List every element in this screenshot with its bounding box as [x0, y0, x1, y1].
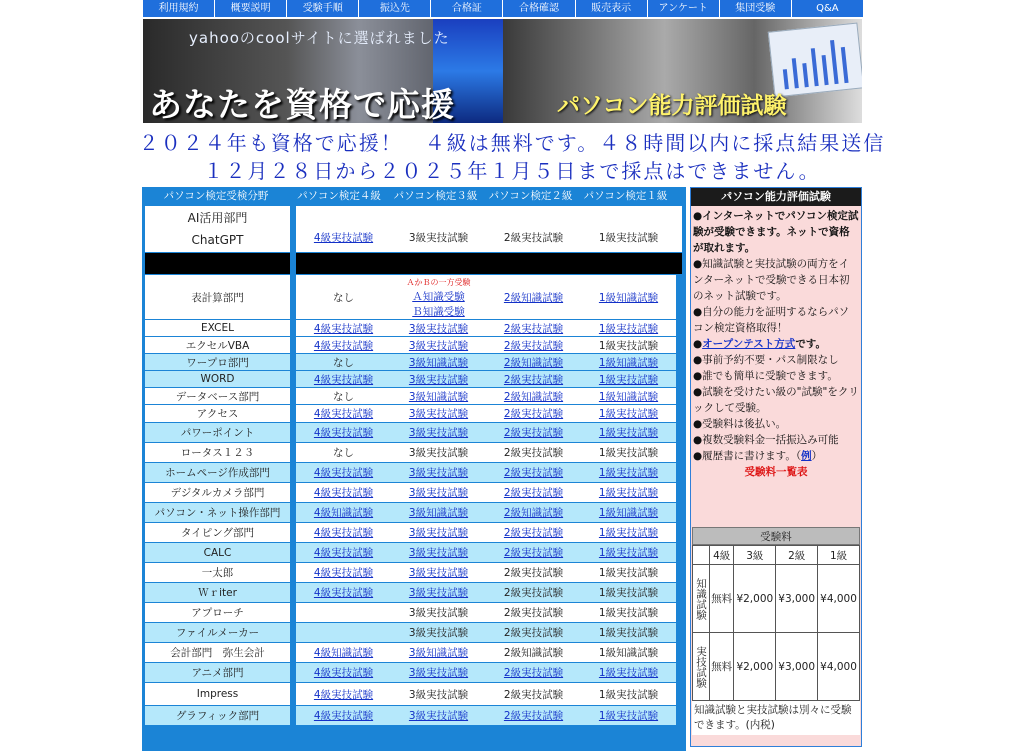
- exam-row-cell-c1: [581, 388, 676, 404]
- fee-table-title: 受験料: [692, 527, 860, 545]
- header-level4: パソコン検定４級: [297, 190, 381, 202]
- exam-row-cell-c3: [391, 443, 486, 462]
- exam-row-field: エクセルVBA: [145, 337, 290, 353]
- exam-row-cell-c4: [296, 503, 391, 522]
- exam-row-cell-c4: [296, 683, 391, 705]
- exam-row-cell-c3: [391, 623, 486, 642]
- fee-list-link[interactable]: 受験料一覧表: [744, 466, 808, 478]
- top-nav: [143, 0, 863, 17]
- exam-text-c1: 1級実技試験: [598, 447, 659, 459]
- exam-link-c4[interactable]: 4級実技試験: [313, 688, 374, 701]
- exam-link-c1[interactable]: 1級実技試験: [598, 667, 659, 679]
- exam-text-c4: なし: [333, 390, 354, 403]
- hyou-level1-cell: [581, 275, 676, 319]
- exam-row-cell-c2: [486, 643, 581, 662]
- fee-table: [692, 527, 860, 735]
- side-text-4-rest: です。: [795, 338, 826, 350]
- exam-link-c1[interactable]: 1級実技試験: [598, 373, 659, 386]
- exam-row-cell-c3: [391, 371, 486, 387]
- exam-row-cell-c3: [391, 603, 486, 622]
- exam-row-field: パワーポイント: [145, 423, 290, 442]
- fee-col-4: 4級: [710, 546, 734, 565]
- banner-right-title: パソコン能力評価試験: [557, 93, 787, 119]
- divider-cell-right: [296, 253, 682, 274]
- exam-row-field: アプローチ: [145, 603, 290, 622]
- exam-row: [142, 320, 686, 336]
- exam-row: [142, 354, 686, 370]
- exam-text-c2: 2級実技試験: [503, 607, 564, 619]
- exam-link-c3[interactable]: 3級実技試験: [408, 467, 469, 479]
- exam-row: [142, 583, 686, 602]
- exam-row-cell-c1: [581, 643, 676, 662]
- exam-link-c3[interactable]: 3級実技試験: [408, 427, 469, 439]
- exam-link-c4[interactable]: 4級実技試験: [313, 322, 374, 335]
- exam-row-cell-c1: [581, 320, 676, 336]
- exam-table: [142, 187, 686, 751]
- hyou-label: 表計算部門: [145, 275, 290, 319]
- exam-row-cell-c1: [581, 483, 676, 502]
- exam-link-c3[interactable]: 3級実技試験: [408, 408, 469, 420]
- exam-row-cell-c2: [486, 503, 581, 522]
- exam-link-c3[interactable]: 3級実技試験: [408, 710, 469, 722]
- exam-row: [142, 483, 686, 502]
- exam-row-cell-c2: [486, 623, 581, 642]
- exam-row: [142, 706, 686, 725]
- exam-link-c1[interactable]: 1級知識試験: [598, 507, 659, 519]
- hyou-level2-link[interactable]: 2級知識試験: [503, 291, 564, 304]
- exam-link-c4[interactable]: 4級実技試験: [313, 487, 374, 499]
- exam-link-c3[interactable]: 3級実技試験: [408, 567, 469, 579]
- exam-link-c2[interactable]: 2級実技試験: [503, 408, 564, 420]
- exam-row-cell-c4: [296, 388, 391, 404]
- exam-row-cell-c2: [486, 405, 581, 422]
- exam-link-c3[interactable]: 3級実技試験: [408, 547, 469, 559]
- exam-link-c4[interactable]: 4級実技試験: [313, 567, 374, 579]
- exam-row-cell-c1: [581, 706, 676, 725]
- chatgpt-level3: 3級実技試験: [408, 232, 469, 244]
- announcement-line-2: １２月２８日から２０２５年１月５日まで採点はできません。: [203, 159, 821, 183]
- exam-row-cell-c3: [391, 706, 486, 725]
- exam-link-c2[interactable]: 2級知識試験: [503, 356, 564, 369]
- exam-link-c2[interactable]: 2級実技試験: [503, 547, 564, 559]
- exam-row-cell-c3: [391, 563, 486, 582]
- exam-text-c4: なし: [333, 447, 354, 459]
- exam-row-field: ホームページ作成部門: [145, 463, 290, 482]
- exam-text-c3: 3級実技試験: [408, 447, 469, 459]
- hyou-level2-cell: [486, 275, 581, 319]
- exam-link-c4[interactable]: 4級実技試験: [313, 547, 374, 559]
- exam-row-cell-c1: [581, 523, 676, 542]
- fee-note: 知識試験と実技試験は別々に受験できます。(内税): [692, 701, 860, 735]
- exam-row-cell-c1: [581, 603, 676, 622]
- exam-row-cell-c1: [581, 463, 676, 482]
- side-text-4: ●オープンテスト方式です。: [693, 338, 826, 350]
- chatgpt-label: ChatGPT: [191, 233, 244, 247]
- nav-link-3[interactable]: 振込先: [359, 0, 431, 17]
- exam-text-c2: 2級実技試験: [503, 567, 564, 579]
- side-text-6: ●誰でも簡単に受験できます。: [693, 370, 838, 382]
- black-divider-row: [142, 253, 686, 274]
- exam-row-cell-c4: [296, 371, 391, 387]
- exam-row-cell-c4: [296, 337, 391, 353]
- exam-row-cell-c1: [581, 405, 676, 422]
- exam-row-cell-c1: [581, 503, 676, 522]
- exam-row-field: アニメ部門: [145, 663, 290, 682]
- side-text-5: ●事前予約不要・パス制限なし: [693, 354, 839, 366]
- chatgpt-row: [142, 206, 686, 252]
- exam-row-cell-c1: [581, 337, 676, 353]
- exam-text-c2: 2級実技試験: [503, 587, 564, 599]
- exam-row-cell-c2: [486, 706, 581, 725]
- side-text-9: ●複数受験料金一括振込み可能: [693, 434, 839, 446]
- exam-row-cell-c4: [296, 563, 391, 582]
- exam-row-cell-c2: [486, 443, 581, 462]
- nav-link-7[interactable]: アンケート: [648, 0, 720, 17]
- exam-row-field: タイピング部門: [145, 523, 290, 542]
- exam-text-c2: 2級知識試験: [503, 647, 564, 659]
- exam-row: [142, 443, 686, 462]
- exam-row-field: 会計部門 弥生会計: [145, 643, 290, 662]
- fee-practical-2: ¥3,000: [776, 633, 818, 701]
- side-text-7: ●試験を受けたい級の"試験"をクリックして受験。: [693, 386, 859, 414]
- exam-row: [142, 405, 686, 422]
- side-text-10: [693, 448, 859, 464]
- exam-row-cell-c3: [391, 423, 486, 442]
- exam-row-cell-c3: [391, 320, 486, 336]
- exam-row-field: データベース部門: [145, 388, 290, 404]
- side-panel-body: [691, 206, 861, 480]
- exam-row-cell-c2: [486, 388, 581, 404]
- exam-text-c1: 1級実技試験: [598, 688, 659, 701]
- exam-row-cell-c1: [581, 443, 676, 462]
- hyou-b-link[interactable]: Ｂ知識受験: [412, 305, 465, 318]
- exam-row-field: 一太郎: [145, 563, 290, 582]
- exam-link-c4[interactable]: 4級実技試験: [313, 427, 374, 439]
- exam-link-c2[interactable]: 2級実技試験: [503, 467, 564, 479]
- exam-rows: [142, 320, 686, 725]
- exam-row-cell-c1: [581, 563, 676, 582]
- chatgpt-level4-link[interactable]: 4級実技試験: [313, 232, 374, 244]
- exam-row: [142, 683, 686, 705]
- side-text-8: ●受験料は後払い。: [693, 418, 787, 430]
- exam-row-cell-c1: [581, 354, 676, 370]
- header-level2: パソコン検定２級: [488, 190, 573, 202]
- exam-link-c3[interactable]: 3級実技試験: [408, 667, 469, 679]
- fee-knowledge-1: ¥4,000: [818, 565, 860, 633]
- exam-row-cell-c3: [391, 483, 486, 502]
- exam-link-c3[interactable]: 3級実技試験: [408, 527, 469, 539]
- exam-row-cell-c2: [486, 320, 581, 336]
- exam-row: [142, 563, 686, 582]
- exam-row-field: ファイルメーカー: [145, 623, 290, 642]
- exam-row-field: CALC: [145, 543, 290, 562]
- exam-text-c1: 1級実技試験: [598, 607, 659, 619]
- exam-text-c3: 3級実技試験: [408, 607, 469, 619]
- exam-row-cell-c3: [391, 463, 486, 482]
- fee-col-3: 3級: [734, 546, 776, 565]
- exam-row-cell-c1: [581, 543, 676, 562]
- exam-row-cell-c1: [581, 371, 676, 387]
- hyou-note: ＡかＢの一方受験: [406, 277, 471, 287]
- nav-link-6[interactable]: 販売表示: [576, 0, 648, 17]
- exam-row-cell-c4: [296, 354, 391, 370]
- header-banner: [143, 19, 862, 123]
- exam-link-c3[interactable]: 3級知識試験: [408, 356, 469, 369]
- exam-link-c1[interactable]: 1級実技試験: [598, 322, 659, 335]
- exam-link-c4[interactable]: 4級実技試験: [313, 467, 374, 479]
- exam-row-cell-c3: [391, 523, 486, 542]
- exam-text-c4: なし: [333, 356, 354, 369]
- chatgpt-cells: [296, 206, 682, 252]
- exam-text-c2: 2級実技試験: [503, 627, 564, 639]
- nav-link-2[interactable]: 受験手順: [287, 0, 359, 17]
- exam-row-cell-c4: [296, 643, 391, 662]
- side-text-2: ●知識試験と実技試験の両方をインターネットで受験できる日本初のネット試験です。: [693, 258, 850, 302]
- exam-link-c4[interactable]: 4級実技試験: [313, 710, 374, 722]
- ai-section-label: AI活用部門: [187, 211, 248, 225]
- nav-link-5[interactable]: 合格確認: [503, 0, 575, 17]
- banner-top-text: yahooのcoolサイトに選ばれました: [189, 29, 450, 47]
- hyou-a-link[interactable]: Ａ知識受験: [412, 290, 465, 303]
- exam-row-field: Impress: [145, 683, 290, 705]
- exam-row-cell-c2: [486, 463, 581, 482]
- exam-link-c1[interactable]: 1級実技試験: [598, 467, 659, 479]
- open-test-link[interactable]: オープンテスト方式: [702, 338, 796, 350]
- exam-row-cell-c2: [486, 603, 581, 622]
- exam-link-c2[interactable]: 2級実技試験: [503, 339, 564, 352]
- exam-row: [142, 603, 686, 622]
- exam-link-c1[interactable]: 1級実技試験: [598, 547, 659, 559]
- exam-row: [142, 543, 686, 562]
- chatgpt-level1: 1級実技試験: [598, 232, 659, 244]
- exam-row-cell-c4: [296, 443, 391, 462]
- exam-link-c4[interactable]: 4級実技試験: [313, 527, 374, 539]
- exam-link-c2[interactable]: 2級知識試験: [503, 390, 564, 403]
- hyou-row: [142, 275, 686, 319]
- nav-link-9[interactable]: Q&A: [816, 3, 839, 14]
- exam-link-c2[interactable]: 2級実技試験: [503, 322, 564, 335]
- exam-row: [142, 371, 686, 387]
- exam-link-c4[interactable]: 4級実技試験: [313, 339, 374, 352]
- exam-row-cell-c2: [486, 543, 581, 562]
- exam-row-cell-c4: [296, 405, 391, 422]
- side-text-3: ●自分の能力を証明するならパソコン検定資格取得！: [693, 306, 850, 334]
- exam-link-c1[interactable]: 1級実技試験: [598, 527, 659, 539]
- exam-row-cell-c2: [486, 683, 581, 705]
- exam-link-c3[interactable]: 3級実技試験: [408, 322, 469, 335]
- exam-link-c4[interactable]: 4級実技試験: [313, 373, 374, 386]
- exam-row-cell-c4: [296, 523, 391, 542]
- exam-row: [142, 463, 686, 482]
- exam-row-cell-c2: [486, 663, 581, 682]
- exam-row-cell-c2: [486, 423, 581, 442]
- exam-text-c1: 1級実技試験: [598, 339, 659, 352]
- ai-section-cell: [145, 206, 290, 252]
- exam-row-field: グラフィック部門: [145, 706, 290, 725]
- exam-link-c2[interactable]: 2級実技試験: [503, 667, 564, 679]
- exam-row-cell-c4: [296, 543, 391, 562]
- exam-link-c1[interactable]: 1級実技試験: [598, 710, 659, 722]
- exam-row-field: アクセス: [145, 405, 290, 422]
- exam-row-cell-c4: [296, 623, 391, 642]
- exam-row-cell-c1: [581, 663, 676, 682]
- exam-row-cell-c1: [581, 683, 676, 705]
- side-text-10-start: ●履歴書に書けます。（: [693, 450, 802, 462]
- exam-row-cell-c1: [581, 583, 676, 602]
- exam-link-c4[interactable]: 4級知識試験: [313, 507, 374, 519]
- fee-practical-4: 無料: [710, 633, 734, 701]
- fee-col-2: 2級: [776, 546, 818, 565]
- exam-row-cell-c3: [391, 503, 486, 522]
- announcement-line-1: ２０２４年も資格で応援！ ４級は無料です。４８時間以内に採点結果送信: [138, 131, 886, 155]
- exam-row-cell-c2: [486, 371, 581, 387]
- fee-practical-3: ¥2,000: [734, 633, 776, 701]
- banner-main-text: あなたを資格で応援: [149, 85, 455, 123]
- side-text-1: ●インターネットでパソコン検定試験が受験できます。ネットで資格が取れます。: [693, 210, 859, 254]
- exam-row-cell-c3: [391, 354, 486, 370]
- header-level3: パソコン検定３級: [393, 190, 478, 202]
- exam-row-field: ロータス１２３: [145, 443, 290, 462]
- exam-row-field: デジタルカメラ部門: [145, 483, 290, 502]
- nav-link-1[interactable]: 概要説明: [215, 0, 287, 17]
- exam-link-c4[interactable]: 4級実技試験: [313, 408, 374, 420]
- exam-row: [142, 523, 686, 542]
- exam-row-cell-c3: [391, 683, 486, 705]
- exam-row-cell-c2: [486, 523, 581, 542]
- exam-text-c1: 1級実技試験: [598, 627, 659, 639]
- exam-text-c2: 2級実技試験: [503, 447, 564, 459]
- exam-link-c2[interactable]: 2級知識試験: [503, 507, 564, 519]
- exam-link-c3[interactable]: 3級知識試験: [408, 647, 469, 659]
- exam-link-c3[interactable]: 3級実技試験: [408, 487, 469, 499]
- exam-row-cell-c3: [391, 663, 486, 682]
- exam-row: [142, 388, 686, 404]
- exam-text-c1: 1級実技試験: [598, 587, 659, 599]
- exam-row-cell-c2: [486, 563, 581, 582]
- exam-row-cell-c3: [391, 405, 486, 422]
- fee-corner: [693, 546, 710, 565]
- fee-col-1: 1級: [818, 546, 860, 565]
- exam-row-cell-c3: [391, 643, 486, 662]
- exam-link-c1[interactable]: 1級実技試験: [598, 487, 659, 499]
- exam-row-cell-c3: [391, 583, 486, 602]
- exam-link-c2[interactable]: 2級実技試験: [503, 427, 564, 439]
- exam-row-cell-c2: [486, 483, 581, 502]
- hyou-level4: なし: [296, 275, 391, 319]
- exam-row-cell-c4: [296, 423, 391, 442]
- exam-row: [142, 337, 686, 353]
- exam-row-cell-c2: [486, 583, 581, 602]
- exam-row-field: EXCEL: [145, 320, 290, 336]
- exam-row-cell-c4: [296, 603, 391, 622]
- exam-row-cell-c2: [486, 354, 581, 370]
- exam-text-c3: 3級実技試験: [408, 688, 469, 701]
- exam-row-cell-c2: [486, 337, 581, 353]
- exam-link-c1[interactable]: 1級知識試験: [598, 356, 659, 369]
- exam-link-c2[interactable]: 2級実技試験: [503, 487, 564, 499]
- exam-link-c2[interactable]: 2級実技試験: [503, 527, 564, 539]
- exam-link-c3[interactable]: 3級知識試験: [408, 507, 469, 519]
- exam-link-c4[interactable]: 4級知識試験: [313, 647, 374, 659]
- exam-text-c2: 2級実技試験: [503, 688, 564, 701]
- nav-link-4[interactable]: 合格証: [431, 0, 503, 17]
- side-panel-title: パソコン能力評価試験: [691, 188, 861, 206]
- exam-row-cell-c4: [296, 320, 391, 336]
- fee-knowledge-4: 無料: [710, 565, 734, 633]
- chatgpt-level2: 2級実技試験: [503, 232, 564, 244]
- fee-grid: [692, 545, 860, 701]
- fee-row-knowledge-label: 知識試験: [693, 565, 710, 633]
- exam-row: [142, 643, 686, 662]
- exam-row: [142, 503, 686, 522]
- exam-row-cell-c4: [296, 663, 391, 682]
- divider-cell-left: [145, 253, 290, 274]
- exam-link-c3[interactable]: 3級知識試験: [408, 390, 469, 403]
- hyou-level3-cell: [391, 275, 486, 319]
- exam-link-c1[interactable]: 1級知識試験: [598, 390, 659, 403]
- exam-row: [142, 623, 686, 642]
- exam-text-c1: 1級知識試験: [598, 647, 659, 659]
- exam-link-c3[interactable]: 3級実技試験: [408, 339, 469, 352]
- nav-link-8[interactable]: 集団受験: [720, 0, 792, 17]
- exam-row-cell-c4: [296, 463, 391, 482]
- nav-link-0[interactable]: 利用規約: [143, 0, 215, 17]
- exam-row-cell-c1: [581, 423, 676, 442]
- exam-row-field: ワープロ部門: [145, 354, 290, 370]
- exam-row-cell-c4: [296, 583, 391, 602]
- exam-link-c2[interactable]: 2級実技試験: [503, 710, 564, 722]
- exam-row-cell-c4: [296, 706, 391, 725]
- exam-row-cell-c3: [391, 388, 486, 404]
- exam-row-field: WORD: [145, 371, 290, 387]
- exam-link-c3[interactable]: 3級実技試験: [408, 373, 469, 386]
- exam-row: [142, 663, 686, 682]
- exam-row-field: パソコン・ネット操作部門: [145, 503, 290, 522]
- exam-link-c2[interactable]: 2級実技試験: [503, 373, 564, 386]
- side-text-10-end: ）: [811, 450, 823, 462]
- exam-row: [142, 423, 686, 442]
- exam-row-field: Ｗｒiter: [145, 583, 290, 602]
- exam-link-c3[interactable]: 3級実技試験: [408, 587, 469, 599]
- header-level1: パソコン検定１級: [583, 190, 668, 202]
- exam-text-c3: 3級実技試験: [408, 627, 469, 639]
- exam-link-c4[interactable]: 4級実技試験: [313, 667, 374, 679]
- fee-knowledge-2: ¥3,000: [776, 565, 818, 633]
- exam-link-c4[interactable]: 4級実技試験: [313, 587, 374, 599]
- exam-row-cell-c3: [391, 337, 486, 353]
- exam-row-cell-c1: [581, 623, 676, 642]
- exam-row-cell-c4: [296, 483, 391, 502]
- hyou-level1-link[interactable]: 1級知識試験: [598, 291, 659, 304]
- fee-row-practical-label: 実技試験: [693, 633, 710, 701]
- exam-table-header: [142, 187, 686, 205]
- exam-text-c1: 1級実技試験: [598, 567, 659, 579]
- resume-example-link[interactable]: 例: [801, 450, 812, 462]
- exam-row-cell-c3: [391, 543, 486, 562]
- exam-link-c1[interactable]: 1級実技試験: [598, 427, 659, 439]
- fee-practical-1: ¥4,000: [818, 633, 860, 701]
- header-field: パソコン検定受検分野: [163, 190, 269, 202]
- exam-link-c1[interactable]: 1級実技試験: [598, 408, 659, 420]
- fee-knowledge-3: ¥2,000: [734, 565, 776, 633]
